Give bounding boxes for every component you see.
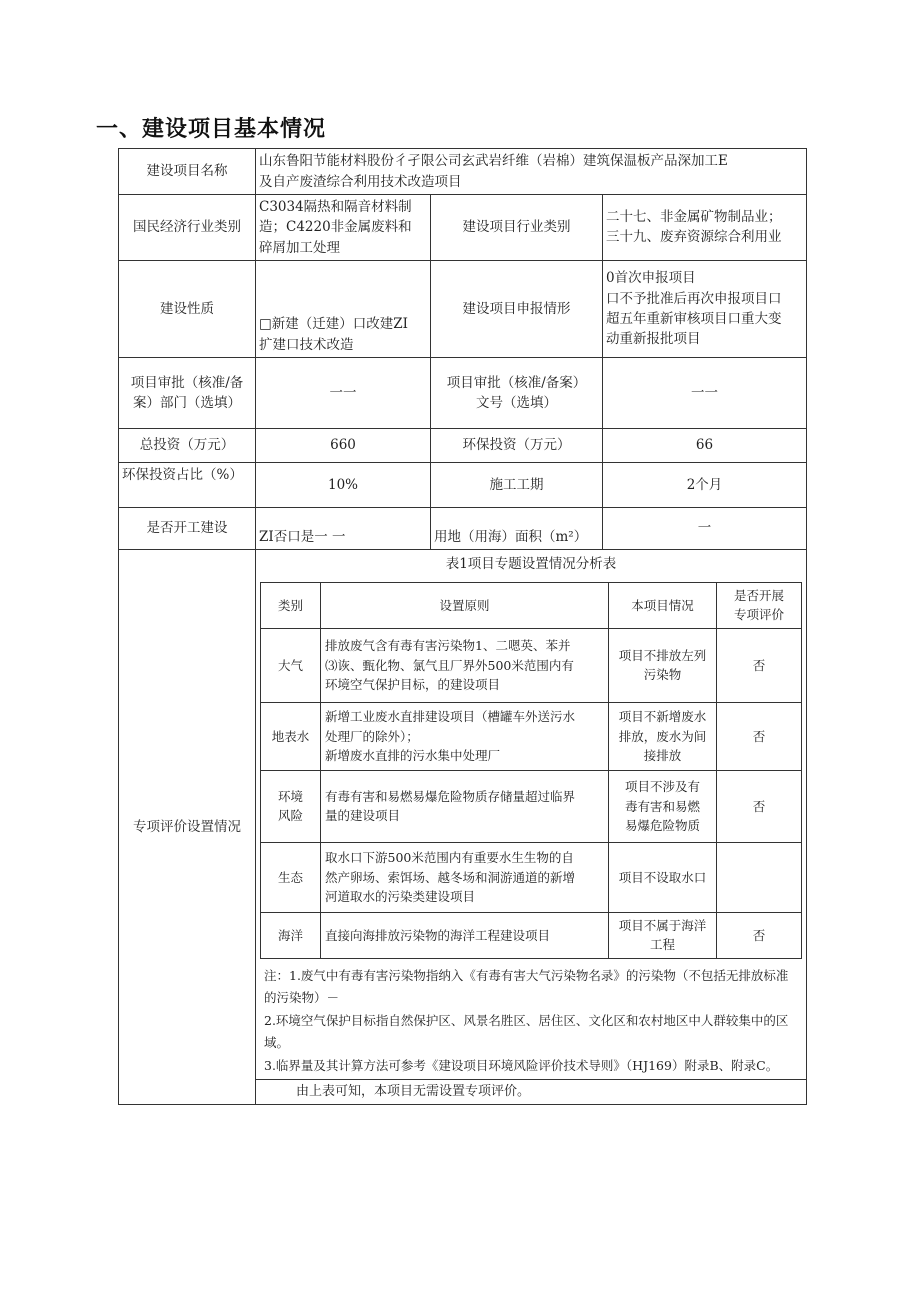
env-ratio-value: 10% [256, 462, 431, 507]
construction-period-label: 施工工期 [431, 462, 603, 507]
special-conclusion: 由上表可知，本项目无需设置专项评价。 [256, 1079, 806, 1104]
special-table-notes [256, 959, 806, 1080]
started-label: 是否开工建设 [119, 507, 256, 549]
construction-period-value: 2个月 [603, 462, 807, 507]
evaluation-cell [717, 842, 802, 912]
special-eval-label: 专项评价设置情况 [119, 549, 256, 1104]
status-cell: 项目不设取水口 [618, 869, 707, 885]
table-row [261, 842, 802, 912]
row-nature [119, 260, 807, 357]
note-3: 3.临界量及其计算方法可参考《建设项目环境风险评价技术导则》（HJ169）附录B、附录C。 [264, 1057, 779, 1073]
note-2: 2.环境空气保护目标指自然保护区、风景名胜区、居住区、文化区和农村地区中人群较集中的区域。 [264, 1012, 789, 1051]
table-row [261, 702, 802, 770]
approval-no-label: 项目审批（核准/备案） 文号（选填） [446, 374, 587, 411]
row-env-ratio [119, 462, 807, 507]
evaluation-cell: 否 [717, 770, 802, 842]
approval-dept-label: 项目审批（核准/备 案）部门（选填） [130, 374, 244, 411]
section-heading: 一、建设项目基本情况 [96, 117, 327, 142]
table-row [261, 912, 802, 958]
industry-value: C3034隔热和隔音材料制 造；C4220非金属废料和 碎屑加工处理 [259, 199, 412, 256]
row-approval [119, 357, 807, 428]
land-area-label: 用地（用海）面积（m²） [431, 507, 603, 549]
category-cell: 生态 [261, 842, 321, 912]
row-industry [119, 195, 807, 261]
approval-no-value: 一一 [603, 357, 807, 428]
evaluation-cell: 否 [717, 628, 802, 702]
status-cell: 项目不排放左列 污染物 [618, 647, 707, 683]
row-investment [119, 428, 807, 462]
status-cell: 项目不新增废水 排放，废水为间 接排放 [618, 709, 707, 763]
principle-cell: 取水口下游500米范围内有重要水生生物的自 然产卵场、索饵场、越冬场和洞游通道的新增 河道取水的污染类建设项目 [325, 850, 576, 904]
note-1: 注：1.废气中有毒有害污染物指纳入《有毒有害大气污染物名录》的污染物（不包括无排放标准的污染物）－ [264, 967, 789, 1006]
total-investment-value: 660 [256, 428, 431, 462]
project-industry-value: 二十七、非金属矿物制品业； 三十九、废弃资源综合利用业 [606, 209, 782, 246]
status-cell: 项目不涉及有 毒有害和易燃 易爆危险物质 [624, 779, 700, 833]
principle-cell: 新增工业废水直排建设项目（槽罐车外送污水 处理厂的除外）； 新增废水直排的污水集中处理厂 [325, 709, 576, 763]
industry-label: 国民经济行业类别 [119, 195, 256, 261]
nature-value: □新建（迁建）口改建ZI 扩建口技术改造 [259, 316, 408, 353]
env-investment-value: 66 [603, 428, 807, 462]
header-status: 本项目情况 [609, 583, 717, 629]
table-row [261, 770, 802, 842]
total-investment-label: 总投资（万元） [119, 428, 256, 462]
started-value: ZI否口是一 一 [256, 507, 431, 549]
special-eval-table [260, 582, 802, 959]
row-special-evaluation [119, 549, 807, 1104]
category-cell: 海洋 [261, 912, 321, 958]
application-value: 0首次申报项目 口不予批准后再次申报项目口 超五年重新审核项目口重大变 动重新报批项目 [606, 270, 782, 347]
header-principle: 设置原则 [321, 583, 609, 629]
special-table-title: 表1项目专题设置情况分析表 [445, 555, 617, 572]
application-label: 建设项目申报情形 [431, 260, 603, 357]
principle-cell: 排放废气含有毒有害污染物1、二嗯英、苯并 ⑶诙、甄化物、氯气且厂界外500米范围内有 环境空气保护目标，的建设项目 [325, 638, 574, 692]
project-industry-label: 建设项目行业类别 [431, 195, 603, 261]
project-name-value: 山东鲁阳节能材料股份彳孑限公司玄武岩纤维（岩棉）建筑保温板产品深加工E 及自产废渣综合利用技术改造项目 [259, 153, 728, 190]
land-area-value: 一 [603, 507, 807, 549]
header-category: 类别 [261, 583, 321, 629]
evaluation-cell: 否 [717, 702, 802, 770]
nature-label: 建设性质 [119, 260, 256, 357]
project-name-label: 建设项目名称 [119, 149, 256, 195]
category-cell: 大气 [261, 628, 321, 702]
row-project-name [119, 149, 807, 195]
env-investment-label: 环保投资（万元） [431, 428, 603, 462]
basic-info-table [118, 148, 807, 1105]
evaluation-cell: 否 [717, 912, 802, 958]
header-evaluation: 是否开展 专项评价 [733, 588, 784, 623]
category-cell: 地表水 [261, 702, 321, 770]
env-ratio-label: 环保投资占比（%） [119, 462, 256, 507]
approval-dept-value: 一一 [256, 357, 431, 428]
status-cell: 项目不属于海洋 工程 [618, 917, 707, 953]
special-table-header [261, 583, 802, 629]
category-cell: 环境 风险 [277, 788, 303, 824]
principle-cell: 直接向海排放污染物的海洋工程建设项目 [325, 927, 551, 943]
principle-cell: 有毒有害和易燃易爆危险物质存储量超过临界 量的建设项目 [325, 788, 576, 824]
table-row [261, 628, 802, 702]
row-started [119, 507, 807, 549]
